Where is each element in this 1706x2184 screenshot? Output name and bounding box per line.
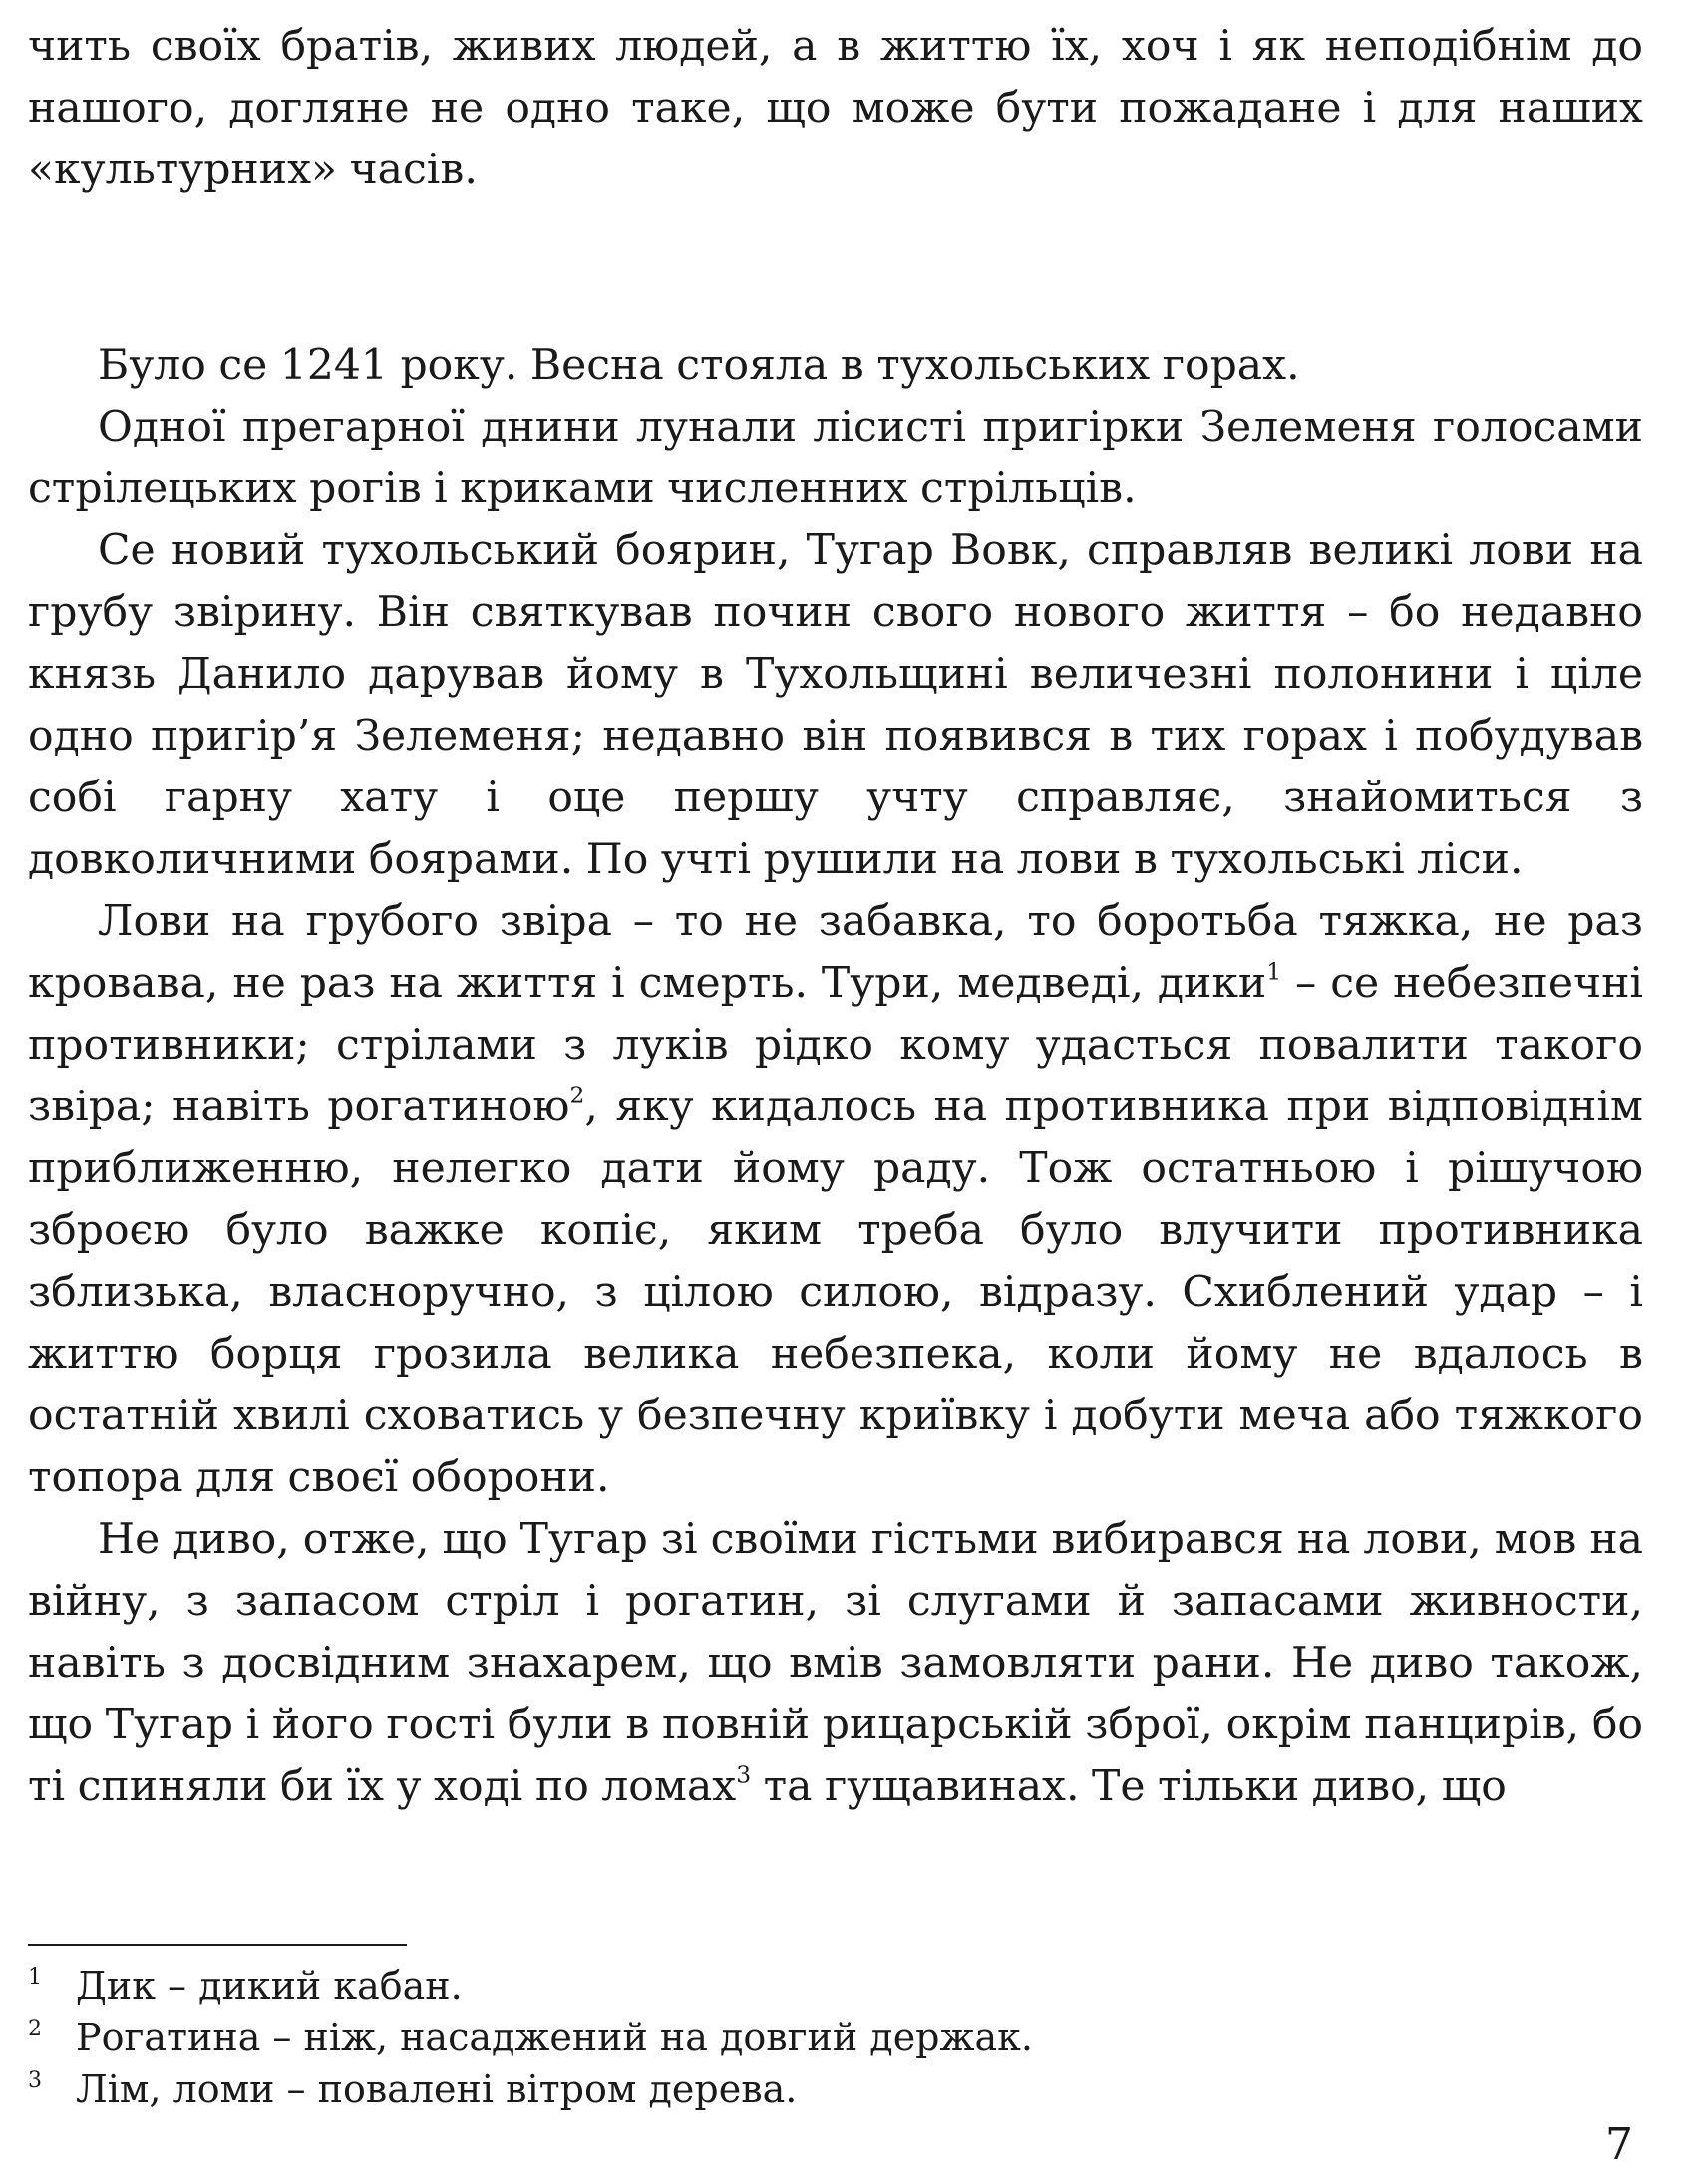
footnote-text: Рогатина – ніж, насаджений на довгий держак. [76,2016,1033,2059]
paragraph-4-part-a: Лови на грубого звіра – то не забавка, то боротьба тяжка, не раз кровава, не раз на життя і смерть. Тури, медведі, дики [28,897,1643,1008]
footnote-divider [28,1944,407,1946]
page-number: 7 [1605,2119,1633,2170]
paragraph-5-part-a: Не диво, отже, що Тугар зі своїми гістьми вибирався на лови, мов на війну, з запасом стріл і рогатин, зі слугами й запасами живности, навіть з досвідним знахарем, що вмів замовляти рани. Не диво також, що Тугар і його гості були в повній рицарській зброї, окрім панцирів, бо ті спиняли би їх у ході по ломах [28,1515,1643,1811]
footnote-ref-3: 3 [736,1760,752,1789]
paragraph-3: Се новий тухольський боярин, Тугар Вовк, справляв великі лови на грубу звірину. Він святкував почин свого нового життя – бо недавно князь Данило дарував йому в Тухольщині величезні полонини і ціле одно пригір’я Зелеменя; недавно він появився в тих горах і побудував собі гарну хату і оце першу учту справляє, знайомиться з довколичними боярами. По учті рушили на лови в тухольські ліси. [28,526,1643,884]
footnote-marker: 1 [28,1965,42,1990]
paragraph-5 [28,1509,1643,1818]
footnote-1 [28,1960,1643,2012]
book-page [28,0,1643,2184]
paragraph-4-part-b: – се небезпечні противники; стрілами з луків рідко кому удасться повалити такого звіра; навіть рогатиною [28,959,1643,1131]
paragraph-4-part-c: , яку кидалось на противника при відповіднім приближенню, нелегко дати йому раду. Тож остатньою і рішучою зброєю було важке копіє, яким треба було влучити противника зблизька, власноручно, з цілою силою, відразу. Схиблений удар – і життю борця грозила велика небезпека, коли йому не вдалось в остатній хвилі сховатись у безпечну криївку і добути меча або тяжкого топора для своєї оборони. [28,1083,1643,1502]
intro-paragraph: чить своїх братів, живих людей, а в життю їх, хоч і як неподібнім до нашого, догляне не одно таке, що може бути пожадане і для наших «культурних» часів. [28,22,1643,194]
footnote-marker: 3 [28,2068,42,2093]
paragraph-1: Було се 1241 року. Весна стояла в тухольських горах. [98,341,1300,390]
footnotes-list [28,1960,1643,2115]
footnote-text: Дик – дикий кабан. [76,1964,463,2008]
footnote-2 [28,2012,1643,2063]
footnote-marker: 2 [28,2017,42,2041]
footnote-ref-1: 1 [1266,957,1282,986]
footnote-3 [28,2063,1643,2115]
paragraph-5-part-b: та гущавинах. Те тільки диво, що [751,1762,1507,1811]
footnote-text: Лім, ломи – повалені вітром дерева. [76,2067,798,2111]
paragraph-2: Одної прегарної днини лунали лісисті пригірки Зелеменя голосами стрілецьких рогів і криками численних стрільців. [28,403,1643,513]
footnote-ref-2: 2 [569,1081,585,1109]
paragraph-4 [28,891,1643,1509]
